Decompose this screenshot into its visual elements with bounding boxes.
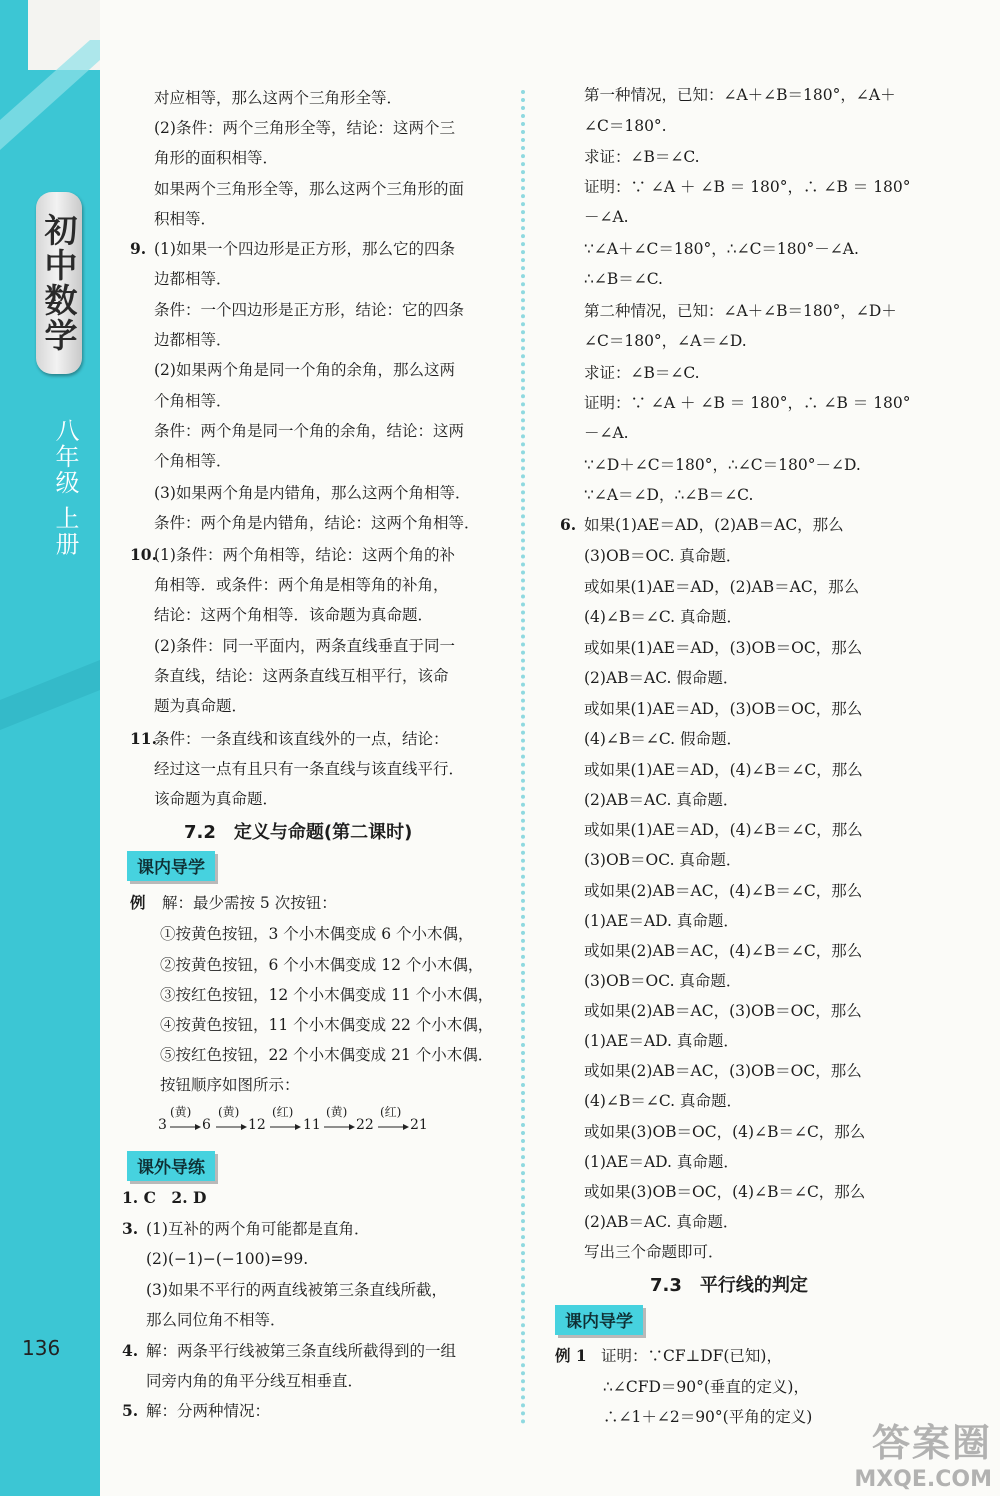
text-line: 证明：∵ ∠A ＋ ∠B ＝ 180°，∴ ∠B ＝ 180° <box>584 394 911 412</box>
text-line: (2)AB＝AC. 真命题． <box>584 791 739 809</box>
grade-label: 八年级 上册 <box>51 418 79 558</box>
text-line: (1)如果一个四边形是正方形，那么它的四条 <box>154 240 455 258</box>
text-line: (1)AE＝AD. 真命题． <box>584 1032 739 1050</box>
item-number: 4. <box>122 1341 139 1360</box>
text-line: 同旁内角的角平分线互相垂直． <box>146 1372 364 1390</box>
example-label: 例 1 <box>555 1346 587 1365</box>
text-line: ∠C＝180°，∠A＝∠D. <box>584 332 747 350</box>
text-line: ∵∠A＝∠D，∴∠B＝∠C. <box>584 486 754 504</box>
text-line: ②按黄色按钮，6 个小木偶变成 12 个小木偶， <box>160 956 484 974</box>
text-line: 角相等．或条件：两个角是相等角的补角， <box>154 576 449 594</box>
text-line: 按钮顺序如图所示： <box>160 1076 300 1094</box>
text-line: 或如果(2)AB＝AC，(3)OB＝OC，那么 <box>584 1002 862 1020</box>
section-title-7-2: 7.2 定义与命题(第二课时) <box>184 822 413 843</box>
item-number: 9. <box>130 239 147 258</box>
text-line: 或如果(1)AE＝AD，(4)∠B＝∠C，那么 <box>584 761 863 779</box>
tag-after-class-practice: 课外导练 <box>127 1151 215 1181</box>
text-line: (2)AB＝AC. 真命题． <box>584 1213 739 1231</box>
text-line: (4)∠B＝∠C. 假命题． <box>584 730 742 748</box>
text-line: 证明：∵ ∠A ＋ ∠B ＝ 180°，∴ ∠B ＝ 180° <box>584 178 911 196</box>
after-class-block <box>122 0 512 1496</box>
watermark <box>812 1412 992 1492</box>
text-line: －∠A. <box>584 208 629 226</box>
text-line: 个角相等． <box>154 392 232 410</box>
text-line: (4)∠B＝∠C. 真命题． <box>584 608 742 626</box>
text-line: (2)(−1)−(−100)=99. <box>146 1250 309 1268</box>
text-line: (2)如果两个角是同一个角的余角，那么这两 <box>154 361 455 379</box>
text-line: (4)∠B＝∠C. 真命题． <box>584 1092 742 1110</box>
sequence-number: 22 <box>356 1117 374 1133</box>
text-line: 写出三个命题即可． <box>584 1243 724 1261</box>
text-line: 对应相等，那么这两个三角形全等． <box>154 89 403 107</box>
text-line: 或如果(2)AB＝AC，(4)∠B＝∠C，那么 <box>584 942 863 960</box>
text-line: 1. C 2. D <box>122 1188 207 1207</box>
text-line: 条件：两个角是内错角，结论：这两个角相等． <box>154 514 480 532</box>
text-line: 边都相等． <box>154 331 232 349</box>
text-line: (1)AE＝AD. 真命题． <box>584 912 739 930</box>
text-line: 第一种情况，已知：∠A＋∠B＝180°，∠A＋ <box>584 86 896 104</box>
text-line: 条件：一条直线和该直线外的一点，结论： <box>154 730 449 748</box>
text-line: 条件：一个四边形是正方形，结论：它的四条 <box>154 301 465 319</box>
text-line: 或如果(2)AB＝AC，(4)∠B＝∠C，那么 <box>584 882 863 900</box>
sequence-number: 11 <box>303 1117 321 1133</box>
section-title-7-3: 7.3 平行线的判定 <box>650 1275 808 1296</box>
text-line: 或如果(1)AE＝AD，(4)∠B＝∠C，那么 <box>584 821 863 839</box>
text-line: (1)AE＝AD. 真命题． <box>584 1153 739 1171</box>
text-line: ∵∠A＋∠C＝180°，∴∠C＝180°－∠A. <box>584 240 859 258</box>
text-line: 或如果(3)OB＝OC，(4)∠B＝∠C，那么 <box>584 1183 866 1201</box>
text-line: 解：分两种情况： <box>146 1402 271 1420</box>
text-line: 经过这一点有且只有一条直线与该直线平行． <box>154 760 465 778</box>
text-line: (2)AB＝AC. 假命题． <box>584 669 739 687</box>
text-line: (1)互补的两个角可能都是直角． <box>146 1220 370 1238</box>
text-line: ∠C＝180°. <box>584 117 667 135</box>
text-line: 条直线，结论：这两条直线互相平行，该命 <box>154 667 449 685</box>
sequence-number: 3 <box>158 1117 167 1133</box>
text-line: 或如果(1)AE＝AD，(3)OB＝OC，那么 <box>584 639 863 657</box>
button-color-label: (黄) <box>170 1105 192 1119</box>
text-line: (3)如果不平行的两直线被第三条直线所截， <box>146 1281 447 1299</box>
text-line: 或如果(1)AE＝AD，(2)AB＝AC，那么 <box>584 578 860 596</box>
item-number: 5. <box>122 1401 139 1420</box>
text-line: (3)OB＝OC. 真命题． <box>584 851 742 869</box>
text-line: 求证：∠B＝∠C. <box>584 148 700 166</box>
text-line: (2)条件：同一平面内，两条直线垂直于同一 <box>154 637 455 655</box>
text-line: (3)OB＝OC. 真命题． <box>584 547 742 565</box>
text-line: (1)条件：两个角相等，结论：这两个角的补 <box>154 546 455 564</box>
example-label: 例 <box>130 893 146 912</box>
text-line: (2)条件：两个三角形全等，结论：这两个三 <box>154 119 455 137</box>
column-divider <box>521 90 525 1425</box>
button-color-label: (红) <box>272 1105 294 1119</box>
watermark-url: MXQE.COM <box>854 1467 992 1492</box>
text-line: 该命题为真命题． <box>154 790 279 808</box>
tag-in-class-guide: 课内导学 <box>127 851 215 881</box>
button-color-label: (黄) <box>218 1105 240 1119</box>
text-line: ①按黄色按钮，3 个小木偶变成 6 个小木偶， <box>160 925 474 943</box>
example1-block <box>555 0 985 1496</box>
text-line: 角形的面积相等． <box>154 149 279 167</box>
button-color-label: (黄) <box>326 1105 348 1119</box>
text-line: 第二种情况，已知：∠A＋∠B＝180°，∠D＋ <box>584 302 897 320</box>
book-title-box <box>36 192 82 374</box>
item-number: 11. <box>130 729 157 748</box>
text-line: 积相等． <box>154 210 217 228</box>
text-line: ∴∠CFD＝90°(垂直的定义)， <box>603 1378 809 1396</box>
item-number: 10. <box>130 545 157 564</box>
text-line: 证明：∵CF⊥DF(已知)， <box>601 1347 782 1365</box>
text-line: 解：两条平行线被第三条直线所截得到的一组 <box>146 1342 457 1360</box>
text-line: 个角相等． <box>154 452 232 470</box>
text-line: (3)OB＝OC. 真命题． <box>584 972 742 990</box>
sequence-number: 12 <box>248 1117 266 1133</box>
text-line: 题为真命题． <box>154 697 248 715</box>
text-line: 或如果(2)AB＝AC，(3)OB＝OC，那么 <box>584 1062 862 1080</box>
text-line: ④按黄色按钮，11 个小木偶变成 22 个小木偶， <box>160 1016 494 1034</box>
page-number: 136 <box>22 1336 61 1360</box>
item-number: 3. <box>122 1219 139 1238</box>
text-line: ③按红色按钮，12 个小木偶变成 11 个小木偶， <box>160 986 494 1004</box>
text-line: 如果两个三角形全等，那么这两个三角形的面 <box>154 180 465 198</box>
text-line: 如果(1)AE＝AD，(2)AB＝AC，那么 <box>584 516 844 534</box>
text-line: 条件：两个角是同一个角的余角，结论：这两 <box>154 422 465 440</box>
button-color-label: (红) <box>380 1105 402 1119</box>
text-line: 或如果(1)AE＝AD，(3)OB＝OC，那么 <box>584 700 863 718</box>
sequence-number: 6 <box>202 1117 211 1133</box>
text-line: 解：最少需按 5 次按钮： <box>162 894 337 912</box>
sidebar <box>0 0 100 1496</box>
tag-in-class-guide-2: 课内导学 <box>555 1305 643 1335</box>
text-line: 或如果(3)OB＝OC，(4)∠B＝∠C，那么 <box>584 1123 866 1141</box>
text-line: 结论：这两个角相等．该命题为真命题． <box>154 606 434 624</box>
item-number: 6. <box>560 515 577 534</box>
text-line: ⑤按红色按钮，22 个小木偶变成 21 个小木偶． <box>160 1046 494 1064</box>
text-line: 边都相等． <box>154 270 232 288</box>
text-line: (3)如果两个角是内错角，那么这两个角相等． <box>154 484 471 502</box>
text-line: ∵∠D＋∠C＝180°，∴∠C＝180°－∠D. <box>584 456 861 474</box>
watermark-logo-text: 答案圈 <box>871 1421 992 1465</box>
text-line: ∴∠1＋∠2＝90°(平角的定义) <box>603 1408 813 1426</box>
text-line: －∠A. <box>584 424 629 442</box>
text-line: 那么同位角不相等． <box>146 1311 286 1329</box>
text-line: ∴∠B＝∠C. <box>584 270 663 288</box>
book-title: 初中数学 <box>39 213 79 353</box>
sequence-number: 21 <box>410 1117 428 1133</box>
text-line: 求证：∠B＝∠C. <box>584 364 700 382</box>
